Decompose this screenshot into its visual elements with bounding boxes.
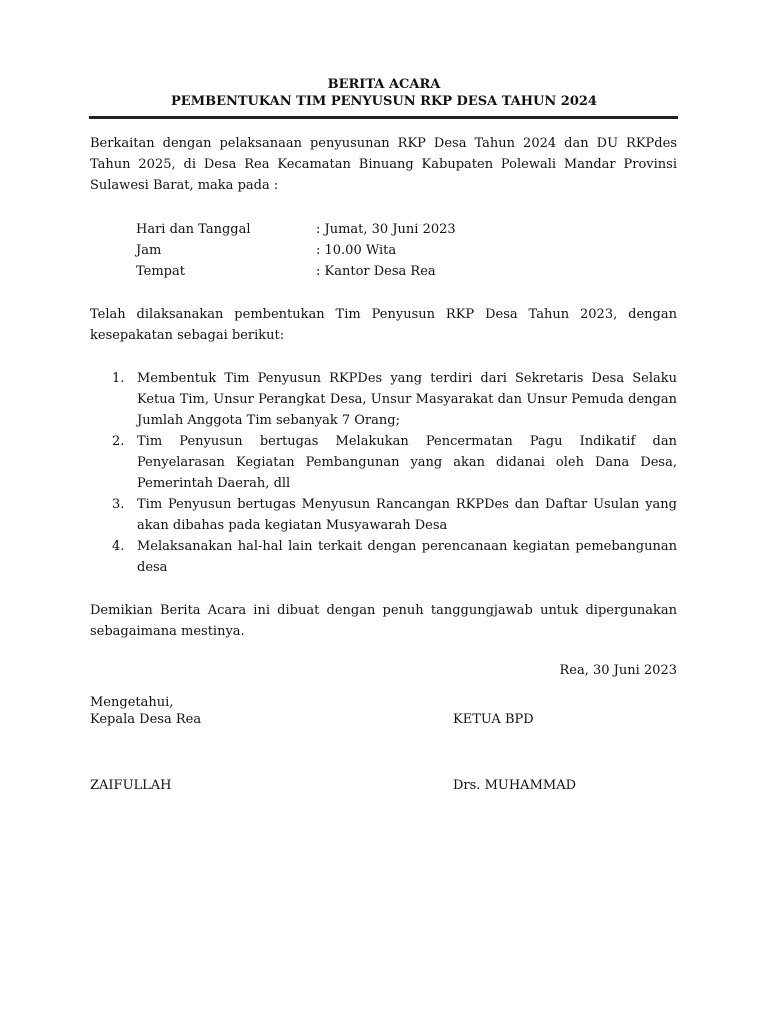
list-item [90, 494, 677, 536]
agreement-list [90, 368, 677, 578]
list-item [90, 431, 677, 494]
document-subtitle: PEMBENTUKAN TIM PENYUSUN RKP DESA TAHUN 2024 [171, 94, 597, 109]
detail-value: : Jumat, 30 Juni 2023 [316, 222, 456, 237]
bpd-chair-role: KETUA BPD [453, 712, 534, 727]
list-item-number: 1. [112, 371, 125, 386]
intro-paragraph: Berkaitan dengan pelaksanaan penyusunan RKP Desa Tahun 2024 dan DU RKPdes Tahun 2025, di Desa Rea Kecamatan Binuang Kabupaten Polewali Mandar Provinsi Sulawesi Barat, maka pada : [90, 136, 677, 193]
village-head-role: Kepala Desa Rea [90, 712, 202, 727]
statement-paragraph: Telah dilaksanakan pembentukan Tim Penyusun RKP Desa Tahun 2023, dengan kesepakatan sebagai berikut: [90, 307, 677, 343]
detail-label: Hari dan Tanggal [136, 222, 251, 237]
detail-value: : 10.00 Wita [316, 243, 397, 258]
list-item-text: Tim Penyusun bertugas Melakukan Pencermatan Pagu Indikatif dan Penyelarasan Kegiatan Pembangunan yang akan didanai oleh Dana Desa, Pemerintah Daerah, dll [137, 434, 677, 491]
list-item [90, 368, 677, 431]
acknowledgement-label: Mengetahui, [90, 695, 174, 710]
document-title: BERITA ACARA [327, 77, 441, 92]
village-head-name: ZAIFULLAH [90, 778, 172, 793]
list-item-text: Melaksanakan hal-hal lain terkait dengan perencanaan kegiatan pemebangunan desa [137, 539, 677, 575]
list-item-number: 4. [112, 539, 125, 554]
detail-label: Tempat [136, 264, 185, 279]
list-item-number: 2. [112, 434, 125, 449]
detail-label: Jam [136, 243, 162, 258]
list-item [90, 536, 677, 578]
closing-paragraph: Demikian Berita Acara ini dibuat dengan penuh tanggungjawab untuk dipergunakan sebagaimana mestinya. [90, 603, 677, 639]
list-item-text: Membentuk Tim Penyusun RKPDes yang terdiri dari Sekretaris Desa Selaku Ketua Tim, Unsur Perangkat Desa, Unsur Masyarakat dan Unsur Pemuda dengan Jumlah Anggota Tim sebanyak 7 Orang; [137, 371, 677, 428]
title-divider [89, 116, 678, 119]
place-date: Rea, 30 Juni 2023 [559, 663, 677, 678]
list-item-text: Tim Penyusun bertugas Menyusun Rancangan RKPDes dan Daftar Usulan yang akan dibahas pada kegiatan Musyawarah Desa [137, 497, 677, 533]
bpd-chair-name: Drs. MUHAMMAD [453, 778, 576, 793]
list-item-number: 3. [112, 497, 125, 512]
detail-value: : Kantor Desa Rea [316, 264, 436, 279]
